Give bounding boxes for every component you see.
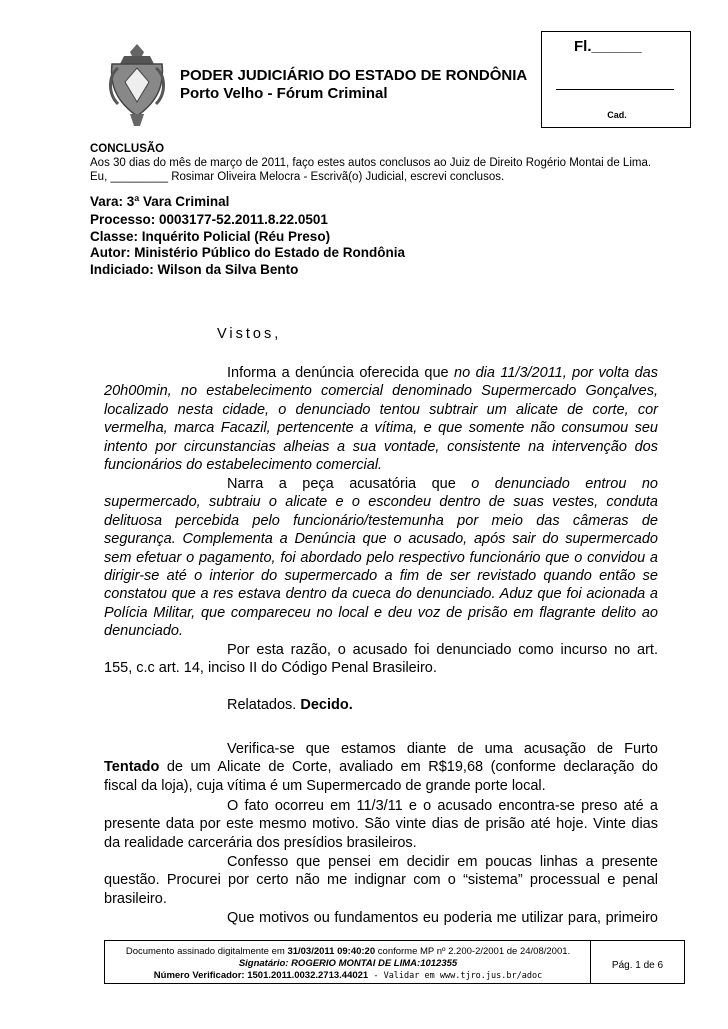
text-line: 155, c.c art. 14, inciso II do Código Penal Brasileiro. (104, 660, 437, 677)
paragraph-motivos (104, 909, 658, 927)
court-name: PODER JUDICIÁRIO DO ESTADO DE RONDÔNIA (180, 67, 528, 84)
case-processo: Processo: 0003177-52.2011.8.22.0501 (90, 212, 328, 227)
text-line: Narra a peça acusatória que o denunciado entrou no (227, 476, 658, 492)
text-line: sem efetuar o pagamento, foi abordado pelo respectivo funcionário que o convidou a (104, 549, 658, 566)
paragraph-denuncia (104, 364, 658, 474)
case-autor: Autor: Ministério Público do Estado de Rondônia (90, 245, 405, 260)
court-place: Porto Velho - Fórum Criminal (180, 85, 388, 102)
paragraph-incurso (104, 641, 658, 678)
cad-label: Cad. (607, 110, 627, 120)
paragraph-acusatoria (104, 475, 658, 641)
paragraph-prisao (104, 797, 658, 852)
page-number: Pág. 1 de 6 (611, 960, 664, 971)
case-vara: Vara: 3ª Vara Criminal (90, 194, 230, 209)
folio-stamp-box (541, 31, 691, 128)
text-line: localizado nesta cidade, o denunciado tentou subtrair um alicate de corte, cor (104, 401, 658, 418)
text-line: O fato ocorreu em 11/3/11 e o acusado encontra-se preso até a (227, 798, 658, 814)
text-line: questão. Procurei por certo não me indignar com o “sistema” processual e penal (104, 872, 658, 889)
court-emblem (104, 42, 170, 128)
paragraph-confesso (104, 853, 658, 908)
conclusao-title: CONCLUSÃO (90, 143, 165, 155)
text-line: brasileiro. (104, 890, 167, 907)
text-line: dirigir-se até o interior do supermercado a fim de ser revistado quando então se (104, 568, 658, 585)
text-line: segurança. Complementa a Denúncia que o acusado, após sair do supermercado (104, 531, 658, 548)
text-line: Tentado de um Alicate de Corte, avaliado em R$19,68 (conforme declaração do (104, 759, 658, 776)
signature-info (105, 941, 591, 983)
text-line: denunciado. (104, 623, 184, 640)
paragraph-furto (104, 740, 658, 795)
folio-label: Fl.______ (574, 38, 642, 55)
text-line: Confesso que pensei em decidir em poucas linhas a presente (227, 854, 658, 870)
case-classe: Classe: Inquérito Policial (Réu Preso) (90, 229, 331, 244)
text-line: intento por circunstancias alheias a sua vontade, consistente na intervenção dos (104, 438, 658, 455)
text-line: Informa a denúncia oferecida que no dia 11/3/2011, por volta das (227, 365, 658, 381)
text-line: Polícia Militar, que compareceu no local e deu voz de prisão em flagrante delito ao (104, 604, 658, 621)
vistos-heading: Vistos, (217, 326, 282, 342)
conclusao-line-1: Aos 30 dias do mês de março de 2011, faço estes autos conclusos ao Juiz de Direito Rogério Montai de Lima. (90, 157, 652, 169)
text-line: funcionários do estabelecimento comercial. (104, 457, 383, 474)
text-line: vermelha, marca Facazil, pertencente a vítima, e que somente não consumou seu (104, 420, 658, 437)
case-indiciado: Indiciado: Wilson da Silva Bento (90, 262, 299, 277)
signer-line: Signatário: ROGERIO MONTAI DE LIMA:1012355 (238, 958, 458, 969)
text-line: delituosa percebida pelo funcionário/testemunha por meio das câmeras de (104, 512, 658, 529)
verifier-line: Número Verificador: 1501.2011.0032.2713.44021 - Validar em www.tjro.jus.br/adoc (153, 970, 543, 981)
text-line: da realidade carcerária dos presídios brasileiros. (104, 834, 417, 851)
text-line: Por esta razão, o acusado foi denunciado como incurso no art. (227, 642, 658, 658)
signature-line: Documento assinado digitalmente em 31/03/2011 09:40:20 conforme MP nº 2.200-2/2001 de 24/08/2001. (125, 946, 571, 957)
text-line: 20h00min, no estabelecimento comercial denominado Supermercado Gonçalves, (104, 383, 658, 400)
text-line: Verifica-se que estamos diante de uma acusação de Furto (227, 741, 658, 757)
relatados-line: Relatados. Decido. (227, 697, 353, 713)
text-line: Que motivos ou fundamentos eu poderia me utilizar para, primeiro (227, 910, 658, 926)
text-line: constatou que a res estava dentro da cueca do denunciado. Aduz que foi acionada a (104, 586, 658, 603)
text-line: supermercado, subtraiu o alicate e o escondeu dentro de suas vestes, conduta (104, 494, 658, 511)
digital-signature-footer (104, 940, 685, 984)
text-line: fiscal da loja), cuja vítima é um Supermercado de grande porte local. (104, 777, 546, 794)
text-line: presente data por este mesmo motivo. São vinte dias de prisão até hoje. Vinte dias (104, 816, 658, 833)
conclusao-line-2: Eu, _________ Rosimar Oliveira Melocra - Escrivã(o) Judicial, escrevi conclusos. (90, 171, 505, 183)
folio-signature-line (556, 89, 674, 90)
validate-link[interactable]: - Validar em www.tjro.jus.br/adoc (368, 971, 543, 981)
